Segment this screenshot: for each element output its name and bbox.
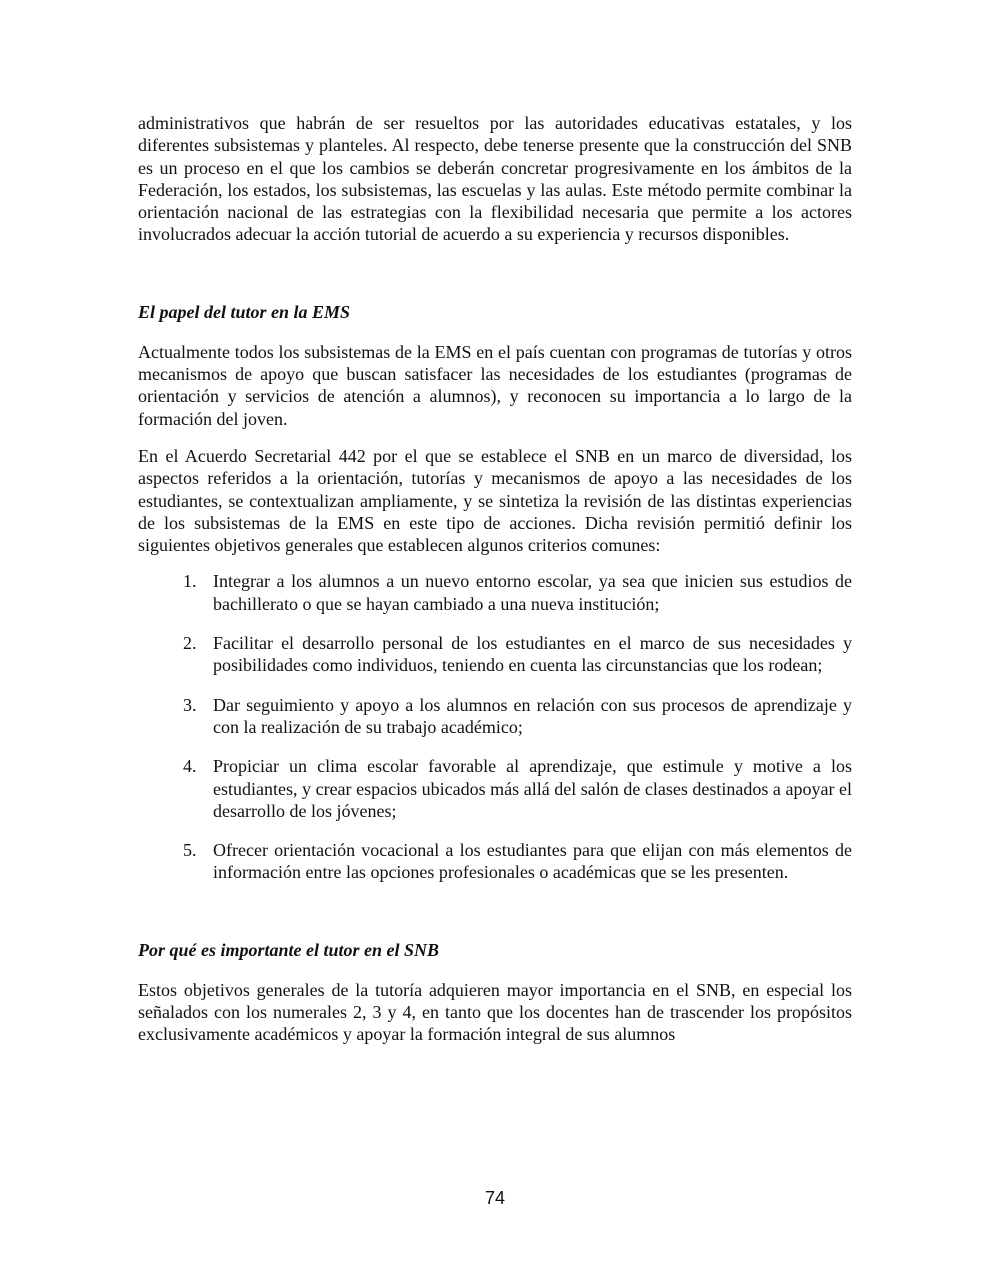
list-item <box>138 755 852 822</box>
list-item-number: 5. <box>183 840 197 861</box>
list-item <box>138 632 852 677</box>
list-item-number: 2. <box>183 633 197 654</box>
list-item-number: 1. <box>183 571 197 592</box>
list-item <box>138 694 852 739</box>
section1-paragraph-1: Actualmente todos los subsistemas de la EMS en el país cuentan con programas de tutorías y otros mecanismos de apoyo que buscan satisfacer las necesidades de los estudiantes (programas de orientación y servicios de atención a alumnos), y reconocen su importancia a lo largo de la formación del joven. <box>138 341 852 429</box>
list-item-text: Facilitar el desarrollo personal de los estudiantes en el marco de sus necesidades y posibilidades como individuos, teniendo en cuenta las circunstancias que los rodean; <box>213 633 852 676</box>
objectives-list <box>138 570 852 883</box>
list-item-number: 4. <box>183 756 197 777</box>
list-item <box>138 570 852 615</box>
list-item <box>138 839 852 884</box>
section2-paragraph-1: Estos objetivos generales de la tutoría adquieren mayor importancia en el SNB, en especial los señalados con los numerales 2, 3 y 4, en tanto que los docentes han de trascender los propósitos exclusivamente académicos y apoyar la formación integral de sus alumnos <box>138 979 852 1045</box>
section-heading-tutor-importance: Por qué es importante el tutor en el SNB <box>138 939 440 960</box>
intro-paragraph: administrativos que habrán de ser resueltos por las autoridades educativas estatales, y los diferentes subsistemas y planteles. Al respecto, debe tenerse presente que la construcción del SNB es un proceso en el que los cambios se deberán concretar progresivamente en los ámbitos de la Federación, los estados, los subsistemas, las escuelas y las aulas. Este método permite combinar la orientación nacional de las estrategias con la flexibilidad necesaria que permite a los actores involucrados adecuar la acción tutorial de acuerdo a su experiencia y recursos disponibles. <box>138 113 852 245</box>
section-heading-tutor-role: El papel del tutor en la EMS <box>138 301 351 322</box>
list-item-number: 3. <box>183 694 197 715</box>
list-item-text: Dar seguimiento y apoyo a los alumnos en relación con sus procesos de aprendizaje y con la realización de su trabajo académico; <box>213 694 852 737</box>
page-number: 74 <box>484 1188 506 1208</box>
document-page <box>138 112 852 1046</box>
list-item-text: Integrar a los alumnos a un nuevo entorno escolar, ya sea que inicien sus estudios de bachillerato o que se hayan cambiado a una nueva institución; <box>213 571 852 614</box>
list-item-text: Ofrecer orientación vocacional a los estudiantes para que elijan con más elementos de información entre las opciones profesionales o académicas que se les presenten. <box>213 840 852 883</box>
list-item-text: Propiciar un clima escolar favorable al aprendizaje, que estimule y motive a los estudiantes, y crear espacios ubicados más allá del salón de clases destinados a apoyar el desarrollo de los jóvenes; <box>213 756 852 821</box>
section1-paragraph-2: En el Acuerdo Secretarial 442 por el que se establece el SNB en un marco de diversidad, los aspectos referidos a la orientación, tutorías y mecanismos de apoyo a las necesidades de los estudiantes, se contextualizan ampliamente, y se sintetiza la revisión de las distintas experiencias de los subsistemas de la EMS en este tipo de acciones. Dicha revisión permitió definir los siguientes objetivos generales que establecen algunos criterios comunes: <box>138 445 852 556</box>
